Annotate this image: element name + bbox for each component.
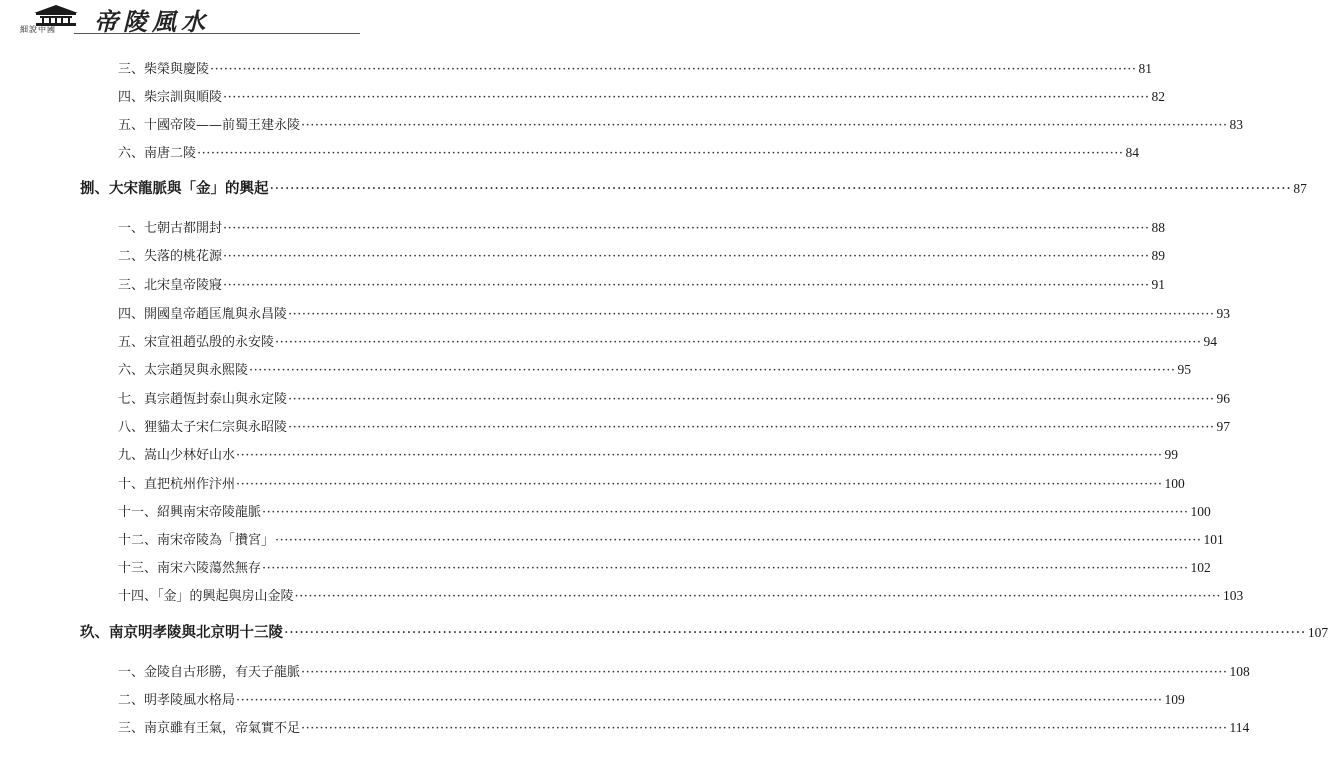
toc-section-entry [118, 303, 1230, 325]
toc-page-number: 94 [1203, 334, 1217, 349]
dot-leader: ········································································································································································································ [236, 448, 1163, 463]
toc-section-entry [118, 689, 1185, 711]
toc-entry-title: 十、直把杭州作汴州 [118, 477, 236, 492]
dot-leader: ········································································································································································································ [223, 278, 1150, 293]
dot-leader: ········································································································································································································ [288, 307, 1215, 322]
toc-entry-title: 一、金陵自古形勝，有天子龍脈 [118, 665, 301, 680]
toc-entry-title: 十一、紹興南宋帝陵龍脈 [118, 505, 262, 520]
toc-entry-title: 三、南京雖有王氣，帝氣實不足 [118, 721, 301, 736]
toc-entry-title: 四、開國皇帝趙匡胤與永昌陵 [118, 307, 288, 322]
dot-leader: ········································································································································································································ [275, 533, 1202, 548]
dot-leader: ········································································································································································································ [269, 181, 1292, 197]
toc-section-entry [118, 585, 1244, 607]
toc-section-entry [118, 717, 1250, 739]
toc-entry-title: 二、失落的桃花源 [118, 249, 223, 264]
toc-entry-title: 十四、「金」的興起與房山金陵 [118, 589, 294, 604]
toc-section-entry [118, 661, 1250, 683]
toc-entry-title: 七、真宗趙恆封泰山與永定陵 [118, 392, 288, 407]
dot-leader: ········································································································································································································ [301, 118, 1228, 133]
toc-page-number: 88 [1151, 220, 1165, 235]
toc-page-number: 95 [1177, 362, 1191, 377]
toc-page-number: 82 [1151, 89, 1165, 104]
toc-page-number: 100 [1164, 476, 1185, 491]
toc-page-number: 97 [1216, 419, 1230, 434]
toc-entry-title: 玖、南京明孝陵與北京明十三陵 [80, 624, 283, 641]
toc-page-number: 83 [1229, 117, 1243, 132]
toc-entry-title: 三、柴榮與慶陵 [118, 62, 210, 77]
toc-page-number: 96 [1216, 391, 1230, 406]
dot-leader: ········································································································································································································ [262, 561, 1189, 576]
toc-section-entry [118, 473, 1185, 495]
toc-section-entry [118, 416, 1230, 438]
toc-chapter-entry [80, 178, 1307, 200]
toc-page-number: 99 [1164, 447, 1178, 462]
toc-section-entry [118, 501, 1211, 523]
dot-leader: ········································································································································································································ [197, 146, 1124, 161]
toc-section-entry [118, 114, 1243, 136]
toc-section-entry [118, 444, 1178, 466]
dot-leader: ········································································································································································································ [223, 90, 1150, 105]
toc-section-entry [118, 359, 1191, 381]
dot-leader: ········································································································································································································ [223, 249, 1150, 264]
toc-page-number: 93 [1216, 306, 1230, 321]
dot-leader: ········································································································································································································ [301, 721, 1228, 736]
toc-section-entry [118, 557, 1211, 579]
dot-leader: ········································································································································································································ [301, 665, 1228, 680]
toc-section-entry [118, 529, 1224, 551]
toc-entry-title: 一、七朝古都開封 [118, 221, 223, 236]
dot-leader: ········································································································································································································ [236, 693, 1163, 708]
toc-entry-title: 二、明孝陵風水格局 [118, 693, 236, 708]
toc-section-entry [118, 245, 1165, 267]
toc-entry-title: 五、宋宣祖趙弘殷的永安陵 [118, 335, 275, 350]
toc-page-number: 84 [1125, 145, 1139, 160]
dot-leader: ········································································································································································································ [275, 335, 1202, 350]
toc-section-entry [118, 331, 1217, 353]
dot-leader: ········································································································································································································ [284, 625, 1306, 641]
toc-entry-title: 五、十國帝陵——前蜀王建永陵 [118, 118, 301, 133]
dot-leader: ········································································································································································································ [210, 62, 1137, 77]
toc-section-entry [118, 217, 1165, 239]
dot-leader: ········································································································································································································ [294, 589, 1221, 604]
toc-page-number: 103 [1222, 588, 1244, 603]
toc-entry-title: 六、南唐二陵 [118, 146, 197, 161]
toc-page-number: 107 [1307, 625, 1328, 640]
toc-chapter-entry [80, 622, 1328, 644]
dot-leader: ········································································································································································································ [262, 505, 1189, 520]
dot-leader: ········································································································································································································ [288, 420, 1215, 435]
toc-section-entry [118, 274, 1165, 296]
dot-leader: ········································································································································································································ [288, 392, 1215, 407]
toc-page-number: 91 [1151, 277, 1165, 292]
toc-section-entry [118, 86, 1165, 108]
toc-entry-title: 十三、南宋六陵蕩然無存 [118, 561, 262, 576]
toc-entry-title: 六、太宗趙炅與永熙陵 [118, 363, 249, 378]
toc-entry-title: 九、嵩山少林好山水 [118, 448, 236, 463]
toc-page-number: 81 [1138, 61, 1152, 76]
toc-entry-title: 四、柴宗訓與順陵 [118, 90, 223, 105]
toc-entry-title: 八、狸貓太子宋仁宗與永昭陵 [118, 420, 288, 435]
toc-page-number: 108 [1229, 664, 1250, 679]
dot-leader: ········································································································································································································ [236, 477, 1163, 492]
toc-page-number: 109 [1164, 692, 1185, 707]
toc-page-number: 89 [1151, 248, 1165, 263]
toc-section-entry [118, 58, 1152, 80]
dot-leader: ········································································································································································································ [249, 363, 1176, 378]
toc-page-number: 101 [1203, 532, 1224, 547]
toc-section-entry [118, 388, 1230, 410]
toc-page-number: 102 [1190, 560, 1211, 575]
toc-page-number: 87 [1293, 181, 1307, 196]
toc-page-number: 100 [1190, 504, 1211, 519]
toc-entry-title: 十二、南宋帝陵為「攢宮」 [118, 533, 275, 548]
toc-entry-title: 捌、大宋龍脈與「金」的興起 [80, 180, 269, 197]
series-title: 帝陵風水 [94, 7, 210, 36]
dot-leader: ········································································································································································································ [223, 221, 1150, 236]
logo-caption: 細說中國 [20, 25, 56, 34]
toc-section-entry [118, 142, 1139, 164]
toc-page-number: 114 [1229, 720, 1250, 735]
toc-entry-title: 三、北宋皇帝陵寢 [118, 278, 223, 293]
